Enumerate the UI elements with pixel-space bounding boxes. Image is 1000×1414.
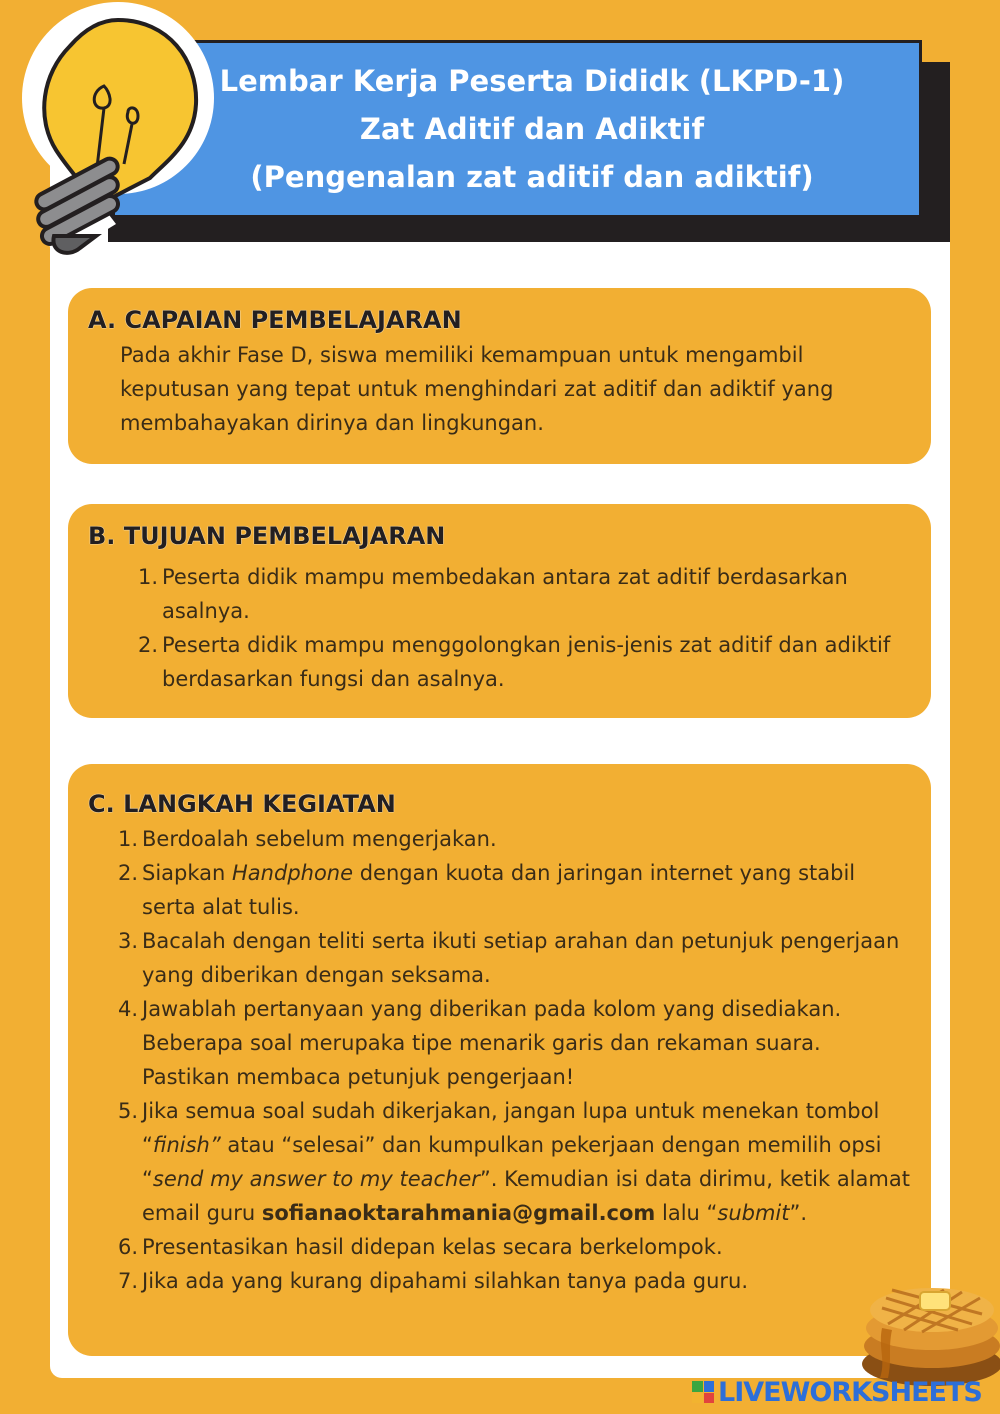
list-item-number: 1.: [118, 827, 139, 851]
title-line-1: Lembar Kerja Peserta Dididk (LKPD-1): [219, 64, 845, 98]
steps-list: [118, 822, 911, 1298]
list-item: [118, 822, 911, 856]
light-bulb-icon: [0, 0, 220, 270]
list-item-text: [142, 856, 911, 924]
text-segment: Jika semua soal sudah dikerjakan, jangan lupa untuk menekan tombol “: [142, 1099, 880, 1157]
list-item-number: 3.: [118, 929, 139, 953]
list-item-text: Peserta didik mampu membedakan antara zat aditif berdasarkan asalnya.: [162, 565, 848, 623]
list-item: [138, 560, 911, 628]
text-segment: ”.: [789, 1201, 808, 1225]
title-banner: [112, 40, 922, 218]
title-line-2: Zat Aditif dan Adiktif: [359, 112, 705, 146]
list-item: [118, 924, 911, 992]
waffle-decoration-icon: [852, 1268, 1000, 1388]
emphasis-text: submit: [717, 1201, 790, 1225]
liveworksheets-footer: [692, 1376, 982, 1408]
liveworksheets-logo-icon: [692, 1381, 714, 1403]
list-item-number: 1.: [138, 565, 159, 589]
objectives-list: [138, 560, 911, 696]
list-item: [118, 1230, 911, 1264]
title-line-3: (Pengenalan zat aditif dan adiktif): [250, 160, 814, 194]
list-item-number: 2.: [118, 861, 139, 885]
list-item-number: 2.: [138, 633, 159, 657]
section-capaian-pembelajaran: [68, 288, 931, 464]
text-segment: ”. Kemudian isi data dirimu, ketik alamat email guru: [142, 1167, 910, 1225]
list-item-number: 7.: [118, 1269, 139, 1293]
list-item-number: 5.: [118, 1099, 139, 1123]
list-item: [138, 628, 911, 696]
list-item-number: 6.: [118, 1235, 139, 1259]
list-item-text: Peserta didik mampu menggolongkan jenis-jenis zat aditif dan adiktif berdasarkan fungsi dan asalnya.: [162, 633, 891, 691]
list-item-text: Jawablah pertanyaan yang diberikan pada kolom yang disediakan. Beberapa soal merupaka tipe menarik garis dan rekaman suara. Pastikan membaca petunjuk pengerjaan!: [142, 997, 842, 1089]
emphasis-text: finish”: [152, 1133, 221, 1157]
section-c-heading: C. LANGKAH KEGIATAN: [88, 790, 396, 818]
list-item-text: Berdoalah sebelum mengerjakan.: [142, 827, 497, 851]
list-item: [118, 1094, 911, 1230]
list-item-text: Jika ada yang kurang dipahami silahkan tanya pada guru.: [142, 1269, 749, 1293]
list-item-text: Presentasikan hasil didepan kelas secara berkelompok.: [142, 1235, 723, 1259]
text-segment: Siapkan: [142, 861, 233, 885]
text-segment: dengan kuota dan jaringan internet yang stabil serta alat tulis.: [142, 861, 856, 919]
list-item: [118, 856, 911, 924]
section-a-body: Pada akhir Fase D, siswa memiliki kemampuan untuk mengambil keputusan yang tepat untuk menghindari zat aditif dan adiktif yang membahayakan dirinya dan lingkungan.: [120, 343, 834, 435]
section-b-heading: B. TUJUAN PEMBELAJARAN: [88, 522, 446, 550]
list-item-text: [142, 1094, 911, 1230]
emphasis-text: send my answer to my teacher: [152, 1167, 480, 1191]
list-item-text: Bacalah dengan teliti serta ikuti setiap arahan dan petunjuk pengerjaan yang diberikan dengan seksama.: [142, 929, 900, 987]
text-segment: lalu “: [655, 1201, 718, 1225]
list-item-number: 4.: [118, 997, 139, 1021]
teacher-email: sofianaoktarahmania@gmail.com: [261, 1201, 656, 1225]
emphasis-text: Handphone: [232, 861, 354, 885]
list-item: [118, 992, 911, 1094]
list-item: [118, 1264, 911, 1298]
section-langkah-kegiatan: [68, 764, 931, 1356]
section-a-heading: A. CAPAIAN PEMBELAJARAN: [88, 306, 462, 334]
section-tujuan-pembelajaran: [68, 504, 931, 718]
text-segment: atau “selesai” dan kumpulkan pekerjaan dengan memilih opsi “: [142, 1133, 882, 1191]
footer-brand: LIVEWORKSHEETS: [718, 1376, 982, 1408]
